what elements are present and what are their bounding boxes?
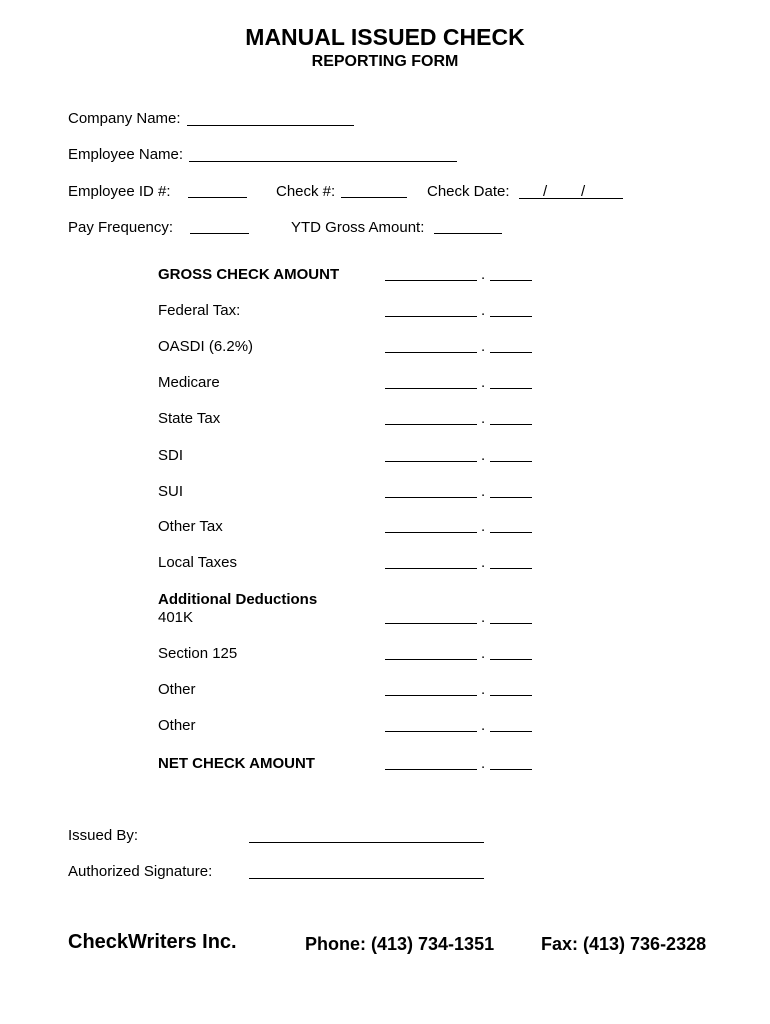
item-cents-field[interactable] <box>490 623 532 624</box>
footer-phone: Phone: (413) 734-1351 <box>305 934 495 954</box>
item-cents-field[interactable] <box>490 461 532 462</box>
authorized-signature-field[interactable] <box>249 878 484 879</box>
check-number-field[interactable] <box>341 197 407 198</box>
footer-company: CheckWriters Inc. <box>68 931 237 953</box>
item-label: Local Taxes <box>158 554 237 571</box>
form-subtitle: REPORTING FORM <box>311 53 459 70</box>
item-cents-field[interactable] <box>490 769 532 770</box>
item-decimal-point: . <box>481 266 486 283</box>
issued-by-field[interactable] <box>249 842 484 843</box>
item-decimal-point: . <box>481 609 486 626</box>
item-cents-field[interactable] <box>490 424 532 425</box>
item-cents-field[interactable] <box>490 568 532 569</box>
ytd-gross-label: YTD Gross Amount: <box>291 219 425 236</box>
issued-by-label: Issued By: <box>68 827 139 844</box>
item-label: Other Tax <box>158 518 223 535</box>
item-cents-field[interactable] <box>490 532 532 533</box>
item-label: SDI <box>158 447 184 464</box>
item-dollars-field[interactable] <box>385 568 477 569</box>
item-cents-field[interactable] <box>490 388 532 389</box>
item-cents-field[interactable] <box>490 497 532 498</box>
item-dollars-field[interactable] <box>385 497 477 498</box>
item-label: GROSS CHECK AMOUNT <box>158 266 340 283</box>
item-label: Other <box>158 717 196 734</box>
employee-name-field[interactable] <box>189 161 457 162</box>
item-dollars-field[interactable] <box>385 388 477 389</box>
item-label: Other <box>158 681 196 698</box>
item-label: 401K <box>158 609 194 626</box>
item-dollars-field[interactable] <box>385 659 477 660</box>
item-dollars-field[interactable] <box>385 352 477 353</box>
check-date-field[interactable] <box>519 198 623 199</box>
item-decimal-point: . <box>481 483 486 500</box>
item-dollars-field[interactable] <box>385 424 477 425</box>
pay-frequency-label: Pay Frequency: <box>68 219 174 236</box>
item-cents-field[interactable] <box>490 695 532 696</box>
item-dollars-field[interactable] <box>385 731 477 732</box>
item-label: OASDI (6.2%) <box>158 338 254 355</box>
item-decimal-point: . <box>481 374 486 391</box>
company-name-field[interactable] <box>187 125 354 126</box>
item-dollars-field[interactable] <box>385 532 477 533</box>
item-decimal-point: . <box>481 755 486 772</box>
employee-id-label: Employee ID #: <box>68 183 171 200</box>
item-dollars-field[interactable] <box>385 623 477 624</box>
item-label: Federal Tax: <box>158 302 241 319</box>
item-label: Section 125 <box>158 645 238 662</box>
item-label: State Tax <box>158 410 221 427</box>
authorized-signature-label: Authorized Signature: <box>68 863 213 880</box>
additional-deductions-heading: Additional Deductions <box>158 591 318 608</box>
pay-frequency-field[interactable] <box>190 233 249 234</box>
item-cents-field[interactable] <box>490 731 532 732</box>
employee-name-label: Employee Name: <box>68 146 184 163</box>
item-dollars-field[interactable] <box>385 769 477 770</box>
item-label: Medicare <box>158 374 220 391</box>
check-number-label: Check #: <box>276 183 336 200</box>
item-decimal-point: . <box>481 717 486 734</box>
item-dollars-field[interactable] <box>385 316 477 317</box>
item-cents-field[interactable] <box>490 659 532 660</box>
form-title: MANUAL ISSUED CHECK <box>245 24 525 50</box>
check-date-label: Check Date: <box>427 183 510 200</box>
footer-fax: Fax: (413) 736-2328 <box>541 934 707 954</box>
date-separator-1: / <box>543 183 548 200</box>
item-decimal-point: . <box>481 554 486 571</box>
company-name-label: Company Name: <box>68 110 181 127</box>
item-label: NET CHECK AMOUNT <box>158 755 315 772</box>
item-decimal-point: . <box>481 518 486 535</box>
item-decimal-point: . <box>481 645 486 662</box>
item-decimal-point: . <box>481 410 486 427</box>
item-decimal-point: . <box>481 302 486 319</box>
date-separator-2: / <box>581 183 586 200</box>
item-dollars-field[interactable] <box>385 280 477 281</box>
item-dollars-field[interactable] <box>385 461 477 462</box>
item-cents-field[interactable] <box>490 316 532 317</box>
employee-id-field[interactable] <box>188 197 247 198</box>
item-label: SUI <box>158 483 184 500</box>
item-cents-field[interactable] <box>490 352 532 353</box>
item-decimal-point: . <box>481 338 486 355</box>
item-dollars-field[interactable] <box>385 695 477 696</box>
item-decimal-point: . <box>481 447 486 464</box>
ytd-gross-field[interactable] <box>434 233 502 234</box>
item-decimal-point: . <box>481 681 486 698</box>
item-cents-field[interactable] <box>490 280 532 281</box>
